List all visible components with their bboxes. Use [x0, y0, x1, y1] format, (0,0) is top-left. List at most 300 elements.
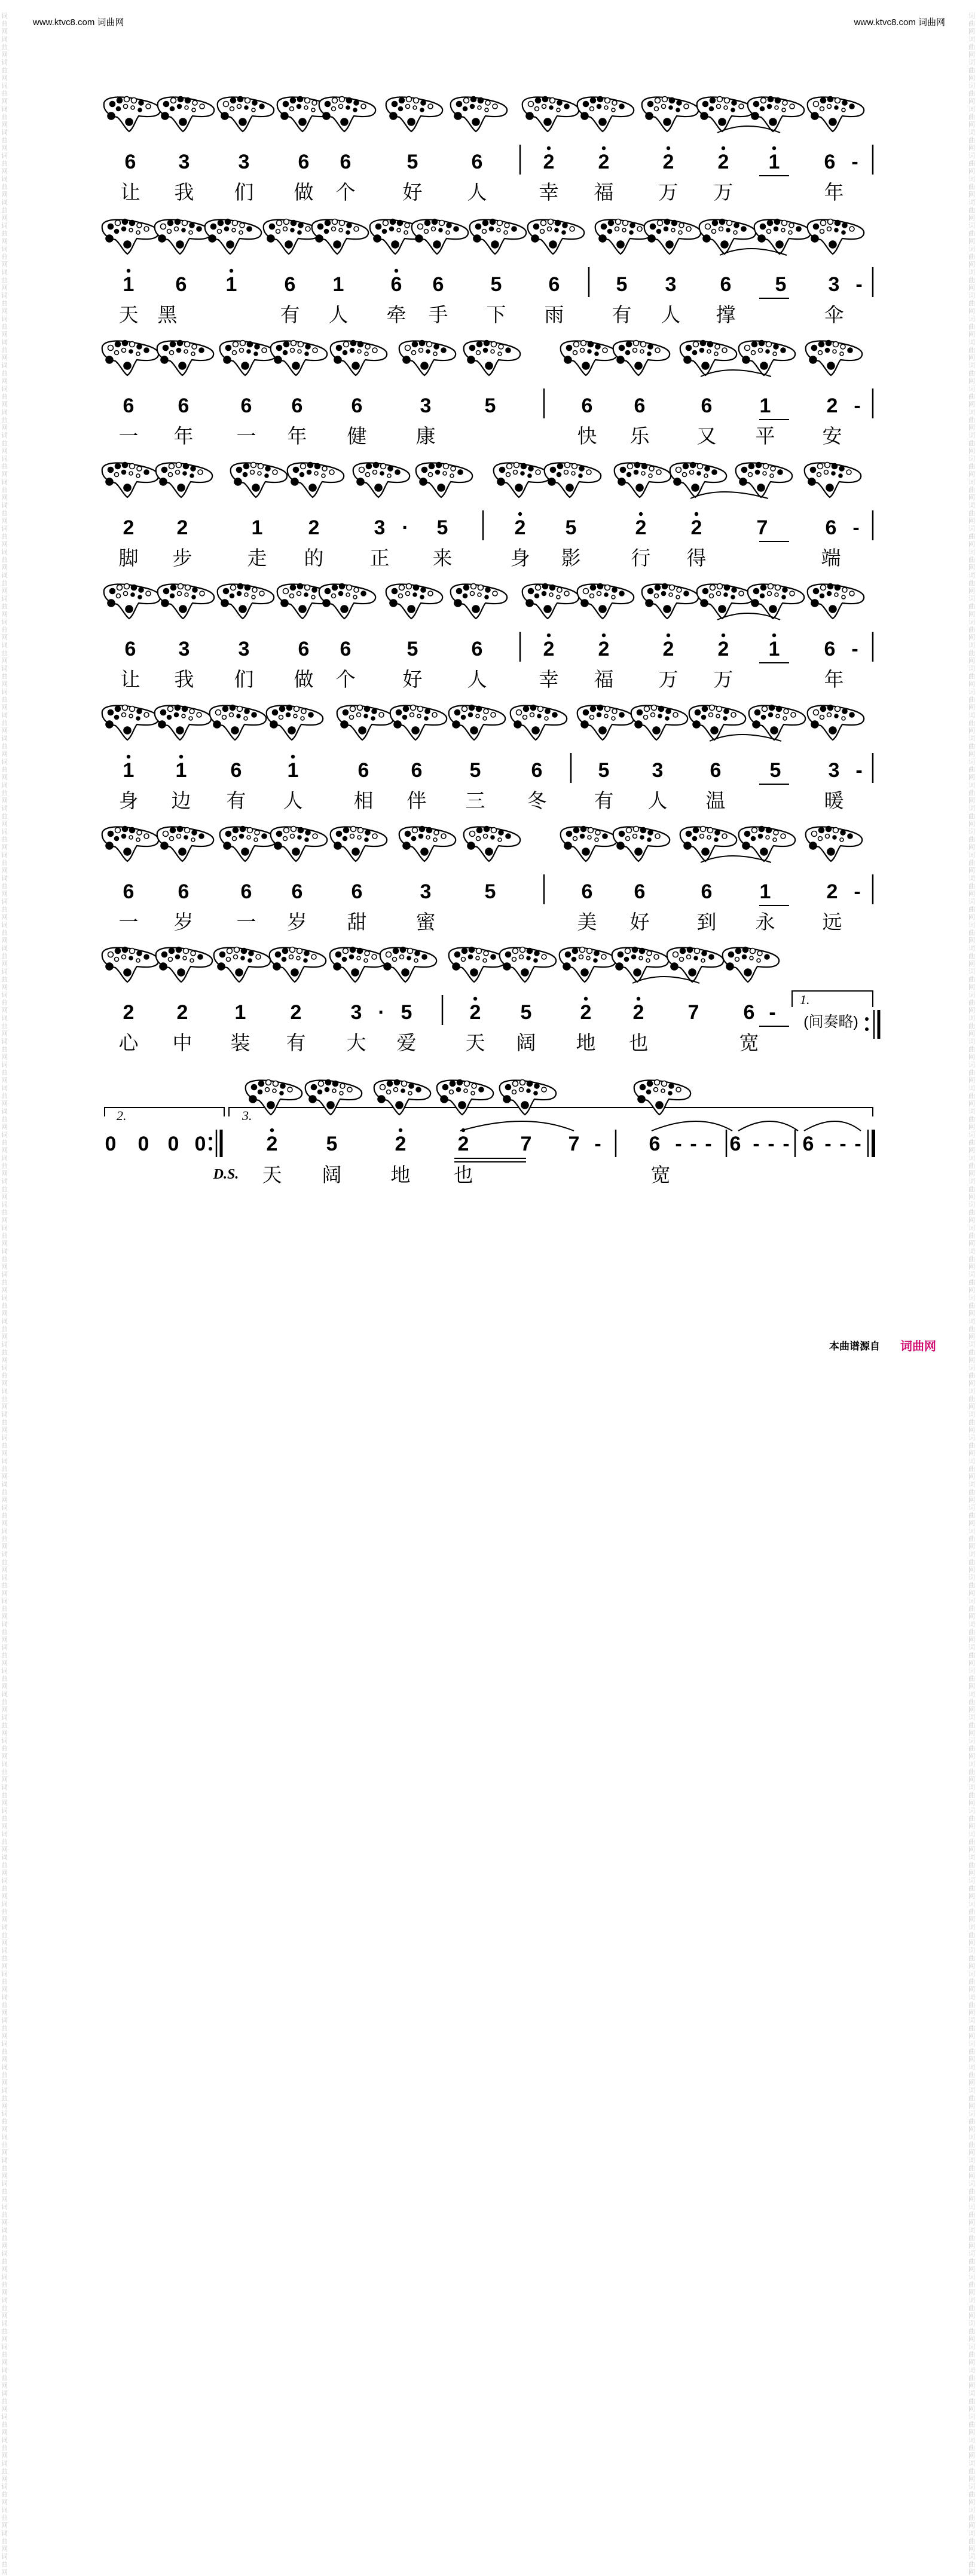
note-numeral: 2 [826, 880, 838, 903]
ocarina-hole [581, 721, 588, 728]
ocarina-hole [277, 345, 282, 351]
ocarina-hole [192, 100, 197, 105]
ocarina-hole [814, 589, 819, 594]
lyric-char: 人 [467, 668, 487, 691]
ocarina-hole [469, 955, 473, 959]
ocarina-hole [372, 834, 377, 839]
ocarina-hole [566, 952, 571, 957]
ocarina-hole [648, 344, 653, 349]
ocarina-hole [587, 949, 592, 954]
note-numeral: 6 [581, 394, 593, 417]
footer-brand[interactable]: 词曲网 [900, 1339, 936, 1353]
ocarina-hole [429, 464, 435, 469]
ocarina-fingering-icon [399, 341, 456, 376]
ocarina-hole [651, 713, 655, 717]
slur-line [460, 1121, 574, 1131]
note-numeral: 0 [137, 1133, 149, 1155]
ocarina-hole [392, 589, 398, 594]
ocarina-hole [714, 838, 718, 842]
ocarina-hole [168, 706, 173, 712]
ocarina-hole [176, 955, 180, 959]
lyric-char: 好 [402, 668, 423, 691]
ocarina-hole [136, 959, 140, 962]
ocarina-hole [534, 1084, 539, 1088]
lyric-char: 脚 [118, 546, 139, 570]
header-site-left[interactable]: www.ktvc8.com 词曲网 [33, 17, 124, 27]
ocarina-hole [833, 342, 839, 347]
lyric-char: 宽 [650, 1163, 671, 1186]
ocarina-hole [408, 118, 415, 126]
ocarina-hole [833, 828, 839, 833]
note-numeral: 6 [701, 394, 713, 417]
ocarina-hole [537, 714, 541, 718]
ocarina-hole [820, 715, 824, 720]
ocarina-hole [564, 591, 569, 596]
ocarina-hole [419, 348, 423, 353]
ocarina-hole [742, 955, 747, 959]
ocarina-hole [762, 715, 766, 720]
ocarina-hole [213, 721, 221, 728]
ocarina-hole [528, 102, 534, 107]
note-numeral: 5 [484, 394, 496, 417]
note-numeral: 6 [411, 759, 423, 782]
note-numeral: 1 [251, 516, 263, 539]
ocarina-hole [454, 599, 462, 607]
header-site-right[interactable]: www.ktvc8.com 词曲网 [854, 17, 945, 27]
ocarina-hole [616, 219, 621, 225]
ocarina-hole [415, 951, 420, 956]
ocarina-hole [652, 705, 657, 711]
lyric-char: 好 [402, 180, 423, 204]
ocarina-hole [420, 478, 427, 485]
ocarina-hole [301, 464, 306, 469]
ocarina-hole [347, 98, 352, 103]
ocarina-hole [604, 714, 608, 718]
ocarina-hole [144, 470, 149, 475]
ocarina-hole [497, 478, 505, 485]
ocarina-hole [325, 230, 329, 234]
ocarina-hole [683, 473, 687, 477]
ocarina-hole [776, 714, 780, 718]
ocarina-hole [178, 484, 185, 491]
ocarina-hole [731, 712, 736, 717]
ocarina-hole [512, 227, 516, 231]
note-numeral: 5 [407, 638, 418, 660]
ocarina-hole [325, 1088, 329, 1092]
ocarina-hole [582, 362, 589, 369]
ocarina-hole [408, 949, 413, 954]
ocarina-fingering-icon [739, 827, 795, 862]
ocarina-hole [190, 474, 194, 478]
ocarina-hole [123, 705, 128, 711]
ocarina-hole [833, 836, 836, 839]
ocarina-hole [734, 223, 739, 228]
ocarina-fingering-icon [449, 947, 505, 983]
ocarina-hole [673, 712, 678, 717]
ocarina-hole [406, 105, 410, 109]
ocarina-hole [273, 710, 278, 715]
lyric-char: 福 [594, 180, 614, 204]
ocarina-fingering-icon [271, 341, 327, 376]
ocarina-hole [160, 478, 167, 485]
octave-dot [291, 755, 295, 758]
ocarina-hole [684, 591, 689, 596]
ocarina-fingering-icon [449, 705, 505, 741]
ocarina-hole [782, 108, 786, 112]
ocarina-hole [604, 593, 608, 596]
note-numeral: 6 [531, 759, 543, 782]
ocarina-hole [722, 834, 727, 839]
note-numeral: 1 [768, 638, 780, 660]
ocarina-hole [308, 463, 313, 468]
ocarina-hole [811, 599, 818, 607]
lyric-char: 步 [172, 546, 192, 570]
ocarina-hole [266, 1080, 271, 1085]
ocarina-hole [580, 834, 585, 839]
lyric-char: 撑 [716, 303, 736, 326]
ocarina-hole [267, 235, 274, 242]
ocarina-hole [123, 463, 128, 468]
lyric-char: 三 [465, 789, 485, 812]
ocarina-fingering-icon [220, 827, 276, 862]
ocarina-hole [644, 715, 648, 720]
ocarina-hole [433, 241, 441, 248]
ocarina-hole [647, 1090, 651, 1094]
ocarina-hole [647, 352, 651, 356]
ocarina-hole [108, 710, 114, 715]
ocarina-hole [327, 1102, 334, 1109]
lyric-char: 温 [705, 789, 726, 812]
ocarina-hole [178, 592, 182, 596]
lyric-char: 万 [658, 180, 679, 204]
ocarina-hole [719, 227, 723, 231]
ocarina-hole [472, 1084, 476, 1088]
ocarina-hole [130, 828, 135, 833]
ocarina-fingering-icon [522, 584, 579, 619]
ocarina-hole [182, 706, 188, 712]
ocarina-hole [514, 721, 521, 728]
ocarina-fingering-icon [561, 341, 617, 376]
ocarina-hole [719, 605, 726, 613]
ocarina-hole [701, 959, 705, 962]
octave-dot [518, 512, 522, 516]
note-numeral: 6 [124, 151, 136, 173]
lyric-char: 人 [647, 789, 668, 812]
lyric-char: 行 [631, 546, 651, 570]
ocarina-hole [291, 348, 295, 353]
ocarina-hole [572, 464, 577, 469]
ocarina-hole [115, 342, 121, 347]
ocarina-hole [527, 1089, 530, 1093]
ocarina-hole [422, 467, 427, 473]
ocarina-hole [115, 957, 119, 962]
ocarina-hole [244, 106, 248, 109]
note-numeral: 3 [665, 273, 677, 296]
ocarina-hole [351, 341, 356, 346]
ocarina-hole [595, 344, 600, 349]
ocarina-hole [641, 342, 646, 347]
ocarina-hole [591, 585, 596, 591]
note-numeral: 5 [775, 273, 787, 296]
lyric-char: 幸 [539, 180, 559, 204]
ocarina-hole [571, 472, 575, 475]
ocarina-hole [439, 221, 445, 226]
ocarina-fingering-icon [319, 97, 375, 132]
ocarina-hole [350, 706, 356, 712]
ocarina-hole [183, 956, 187, 960]
note-numeral: 6 [340, 151, 352, 173]
ocarina-hole [841, 830, 845, 835]
ocarina-fingering-icon [102, 947, 158, 983]
lyric-char: 伞 [824, 303, 844, 326]
ocarina-hole [703, 102, 708, 107]
ocarina-hole [124, 727, 131, 734]
ocarina-hole [352, 848, 359, 855]
ocarina-hole [298, 97, 303, 102]
ocarina-fingering-icon [155, 219, 211, 255]
lyric-char: 边 [171, 789, 191, 812]
note-numeral: - [854, 880, 861, 903]
ocarina-hole [512, 1090, 516, 1094]
note-numeral: 2 [662, 151, 674, 173]
ocarina-hole [637, 710, 643, 715]
ocarina-hole [693, 342, 699, 347]
ocarina-hole [766, 342, 772, 347]
ocarina-hole [640, 836, 644, 839]
ocarina-hole [138, 595, 142, 599]
ocarina-hole [298, 350, 301, 353]
ocarina-hole [775, 98, 781, 103]
ocarina-hole [760, 107, 765, 111]
ocarina-fingering-icon [577, 97, 634, 132]
ocarina-hole [283, 102, 289, 107]
ocarina-hole [768, 584, 774, 589]
ocarina-hole [139, 100, 143, 105]
ocarina-hole [774, 227, 778, 231]
ocarina-hole [763, 472, 766, 475]
ocarina-hole [304, 106, 308, 109]
ocarina-hole [491, 342, 497, 347]
ocarina-hole [648, 589, 653, 594]
ocarina-hole [357, 713, 361, 717]
ocarina-hole [209, 235, 216, 242]
ocarina-fingering-icon [561, 827, 617, 862]
ocarina-hole [115, 715, 119, 720]
ocarina-hole [414, 959, 418, 962]
octave-dot [639, 512, 643, 516]
ocarina-hole [444, 464, 449, 469]
ocarina-fingering-icon [305, 1080, 362, 1115]
note-numeral: 6 [123, 394, 135, 417]
ocarina-fingering-icon [437, 1080, 493, 1115]
ocarina-hole [684, 842, 691, 849]
ocarina-hole [827, 105, 832, 109]
ocarina-hole [597, 713, 601, 717]
ocarina-hole [432, 227, 436, 231]
note-numeral: - [705, 1133, 712, 1155]
note-numeral: 3 [178, 151, 190, 173]
ocarina-hole [233, 342, 239, 347]
lyric-char: 走 [247, 546, 267, 570]
note-numeral: 3 [420, 880, 432, 903]
ocarina-hole [350, 348, 354, 353]
note-numeral: 3 [652, 759, 664, 782]
ocarina-hole [472, 605, 479, 613]
lyric-char: 甜 [347, 910, 367, 934]
ocarina-hole [123, 827, 128, 832]
octave-dot [772, 634, 776, 637]
ocarina-hole [132, 585, 137, 591]
ocarina-hole [526, 112, 533, 120]
ocarina-hole [270, 224, 275, 230]
ocarina-hole [757, 484, 765, 491]
ocarina-hole [163, 345, 169, 351]
ocarina-hole [227, 957, 231, 962]
note-numeral: 6 [178, 880, 190, 903]
ocarina-hole [403, 715, 407, 720]
ocarina-hole [124, 241, 131, 248]
lyric-char: 端 [821, 546, 841, 570]
ocarina-hole [781, 834, 786, 839]
ocarina-hole [277, 831, 282, 837]
ocarina-hole [291, 228, 294, 232]
lyric-char: 心 [118, 1031, 139, 1054]
ocarina-hole [701, 827, 706, 832]
ocarina-hole [523, 715, 527, 720]
ocarina-hole [673, 952, 679, 957]
ocarina-fingering-icon [271, 827, 327, 862]
ocarina-hole [438, 484, 445, 491]
note-numeral: - [783, 1133, 790, 1155]
ocarina-hole [340, 584, 345, 589]
ocarina-hole [686, 227, 691, 231]
ocarina-hole [709, 954, 714, 959]
lyric-char: 相 [353, 789, 374, 812]
ocarina-hole [343, 837, 347, 841]
ocarina-hole [337, 345, 342, 351]
ocarina-hole [702, 951, 707, 956]
ocarina-hole [340, 1091, 343, 1095]
ocarina-hole [662, 584, 668, 589]
ocarina-hole [463, 107, 467, 111]
ocarina-hole [742, 467, 747, 473]
ocarina-hole [545, 709, 550, 714]
lyric-char: 个 [335, 180, 356, 204]
ocarina-hole [450, 474, 454, 478]
ocarina-hole [690, 463, 696, 468]
ocarina-hole [498, 352, 502, 356]
ocarina-hole [702, 848, 709, 855]
note-numeral: 1 [332, 273, 344, 296]
ocarina-hole [542, 1087, 546, 1092]
ocarina-hole [769, 605, 777, 613]
ocarina-hole [161, 112, 169, 120]
ocarina-hole [106, 356, 113, 363]
ocarina-hole [421, 588, 426, 592]
ocarina-hole [464, 98, 469, 103]
octave-dot [270, 1128, 274, 1132]
note-numeral: 7 [520, 1133, 532, 1155]
ocarina-fingering-icon [246, 1080, 302, 1115]
note-numeral: 5 [469, 759, 481, 782]
ocarina-hole [491, 836, 494, 839]
ocarina-hole [390, 112, 397, 120]
ocarina-hole [346, 231, 350, 234]
ocarina-hole [176, 727, 184, 734]
ocarina-hole [284, 828, 289, 833]
ocarina-hole [720, 219, 725, 225]
ocarina-hole [808, 478, 815, 485]
ocarina-hole [693, 721, 700, 728]
ocarina-hole [544, 605, 551, 613]
note-numeral: 2 [308, 516, 320, 539]
ocarina-hole [506, 348, 511, 353]
note-numeral: 3 [178, 638, 190, 660]
ocarina-hole [702, 715, 706, 720]
ocarina-hole [827, 227, 832, 231]
ocarina-hole [659, 706, 664, 712]
lyric-char: 让 [120, 668, 140, 691]
ocarina-hole [657, 230, 661, 234]
note-numeral: 5 [401, 1001, 412, 1024]
ocarina-hole [421, 362, 428, 369]
ocarina-hole [534, 959, 537, 962]
ocarina-hole [478, 593, 481, 596]
ocarina-hole [199, 348, 204, 353]
ocarina-hole [122, 227, 126, 231]
ocarina-hole [519, 1088, 524, 1092]
ocarina-hole [689, 969, 696, 976]
octave-dot [722, 634, 725, 637]
ocarina-hole [179, 362, 186, 369]
ocarina-hole [397, 228, 401, 232]
ocarina-hole [455, 952, 460, 957]
ocarina-hole [352, 362, 359, 369]
ocarina-fingering-icon [399, 827, 456, 862]
ocarina-hole [588, 828, 594, 833]
note-numeral: 5 [490, 273, 502, 296]
note-numeral: - [854, 394, 861, 417]
ocarina-hole [814, 224, 819, 230]
ocarina-hole [826, 484, 833, 491]
ocarina-hole [827, 848, 835, 855]
ocarina-hole [130, 464, 135, 469]
note-numeral: 6 [340, 638, 352, 660]
ocarina-hole [250, 470, 255, 475]
ocarina-hole [117, 107, 121, 111]
volta-label-3: 3. [242, 1108, 252, 1123]
ocarina-hole [115, 230, 119, 234]
ocarina-hole [690, 470, 694, 475]
ocarina-hole [299, 605, 306, 613]
note-numeral: 3 [350, 1001, 362, 1024]
note-numeral: 2 [690, 516, 702, 539]
ocarina-hole [687, 955, 691, 959]
ocarina-hole [527, 956, 530, 960]
ocarina-hole [832, 472, 835, 475]
ocarina-hole [771, 466, 775, 471]
ocarina-hole [137, 344, 142, 349]
note-numeral: 2 [123, 1001, 135, 1024]
ocarina-hole [654, 954, 659, 959]
lyric-char: 康 [415, 424, 436, 448]
ocarina-hole [476, 706, 482, 712]
note-numeral: 5 [565, 516, 577, 539]
ocarina-hole [124, 592, 128, 596]
ocarina-hole [476, 956, 479, 960]
lyric-char: 万 [713, 180, 734, 204]
ocarina-hole [138, 108, 142, 112]
